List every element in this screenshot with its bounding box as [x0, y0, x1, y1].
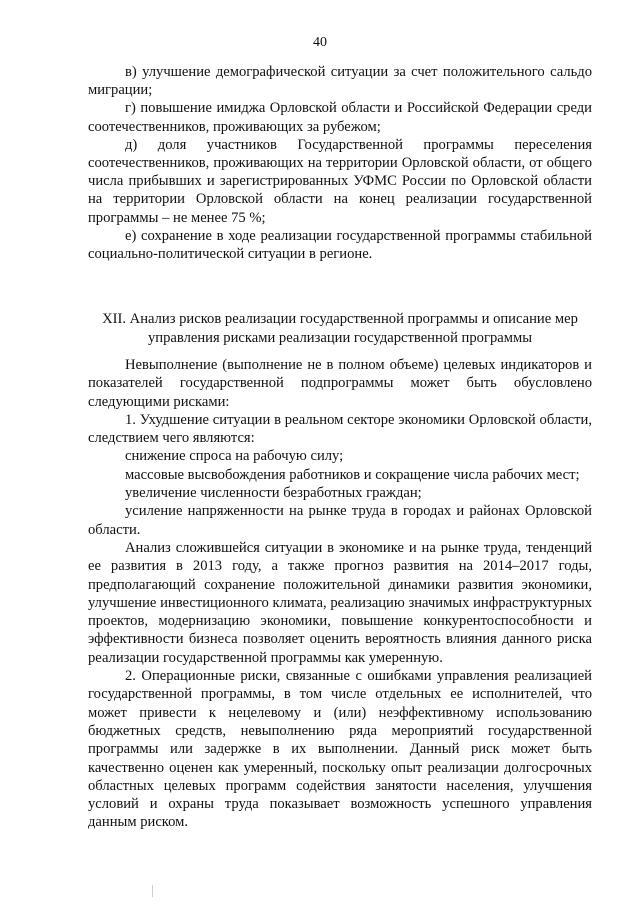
goal-item: д) доля участников Государственной программы переселения соотечественников, проживающих на территории Орловской области, от общего числа прибывших и зарегистрированных УФМС России по Орловской области на территории Орловской области на конец реализации государственной программы – не менее 75 %; — [88, 136, 592, 226]
goal-item: в) улучшение демографической ситуации за счет положительного сальдо миграции; — [88, 64, 592, 99]
goal-item: е) сохранение в ходе реализации государственной программы стабильной социально-политической ситуации в регионе. — [88, 227, 592, 263]
goal-item: г) повышение имиджа Орловской области и Российской Федерации среди соотечественников, проживающих за рубежом; — [88, 100, 592, 135]
paragraph: массовые высвобождения работников и сокращение числа рабочих мест; — [125, 466, 580, 483]
paragraph: 2. Операционные риски, связанные с ошибками управления реализацией государственной программы, в том числе отдельных ее исполнителей, что может привести к нецелевому и (или) неэффективному использованию бюджетных средств, невыполнению ряда мероприятий государственной программы или задержке в их выполнении. Данный риск может быть качественно оценен как умеренный, поскольку опыт реализации долгосрочных областных целевых программ содействия занятости населения, улучшения условий и охраны труда показывает возможность успешного управления данным риском. — [88, 668, 592, 831]
paragraph: усиление напряженности на рынке труда в городах и районах Орловской области. — [88, 503, 592, 538]
scan-mark — [152, 885, 153, 897]
paragraph: Анализ сложившейся ситуации в экономике и на рынке труда, тенденций ее развития в 2013 году, а также прогноз развития на 2014–2017 годы, предполагающий сохранение положительной динамики развития экономики, улучшение инвестиционного климата, реализацию значимых инфраструктурных проектов, модернизацию экономики, повышение конкурентоспособности и эффективности бизнеса позволяет оценить вероятность влияния данного риска реализации государственной программы как умеренную. — [88, 539, 592, 666]
page-number: 40 — [313, 35, 327, 50]
goals-list — [88, 63, 592, 263]
paragraph: увеличение численности безработных граждан; — [125, 485, 422, 502]
paragraph: 1. Ухудшение ситуации в реальном секторе экономики Орловской области, следствием чего являются: — [88, 411, 592, 447]
paragraph: снижение спроса на рабочую силу; — [125, 448, 344, 465]
section-body — [88, 356, 592, 832]
section-title: XII. Анализ рисков реализации государственной программы и описание мер управления рисками реализации государственной программы — [102, 311, 578, 346]
paragraph: Невыполнение (выполнение не в полном объеме) целевых индикаторов и показателей государственной подпрограммы может быть обусловлено следующими рисками: — [88, 357, 592, 410]
